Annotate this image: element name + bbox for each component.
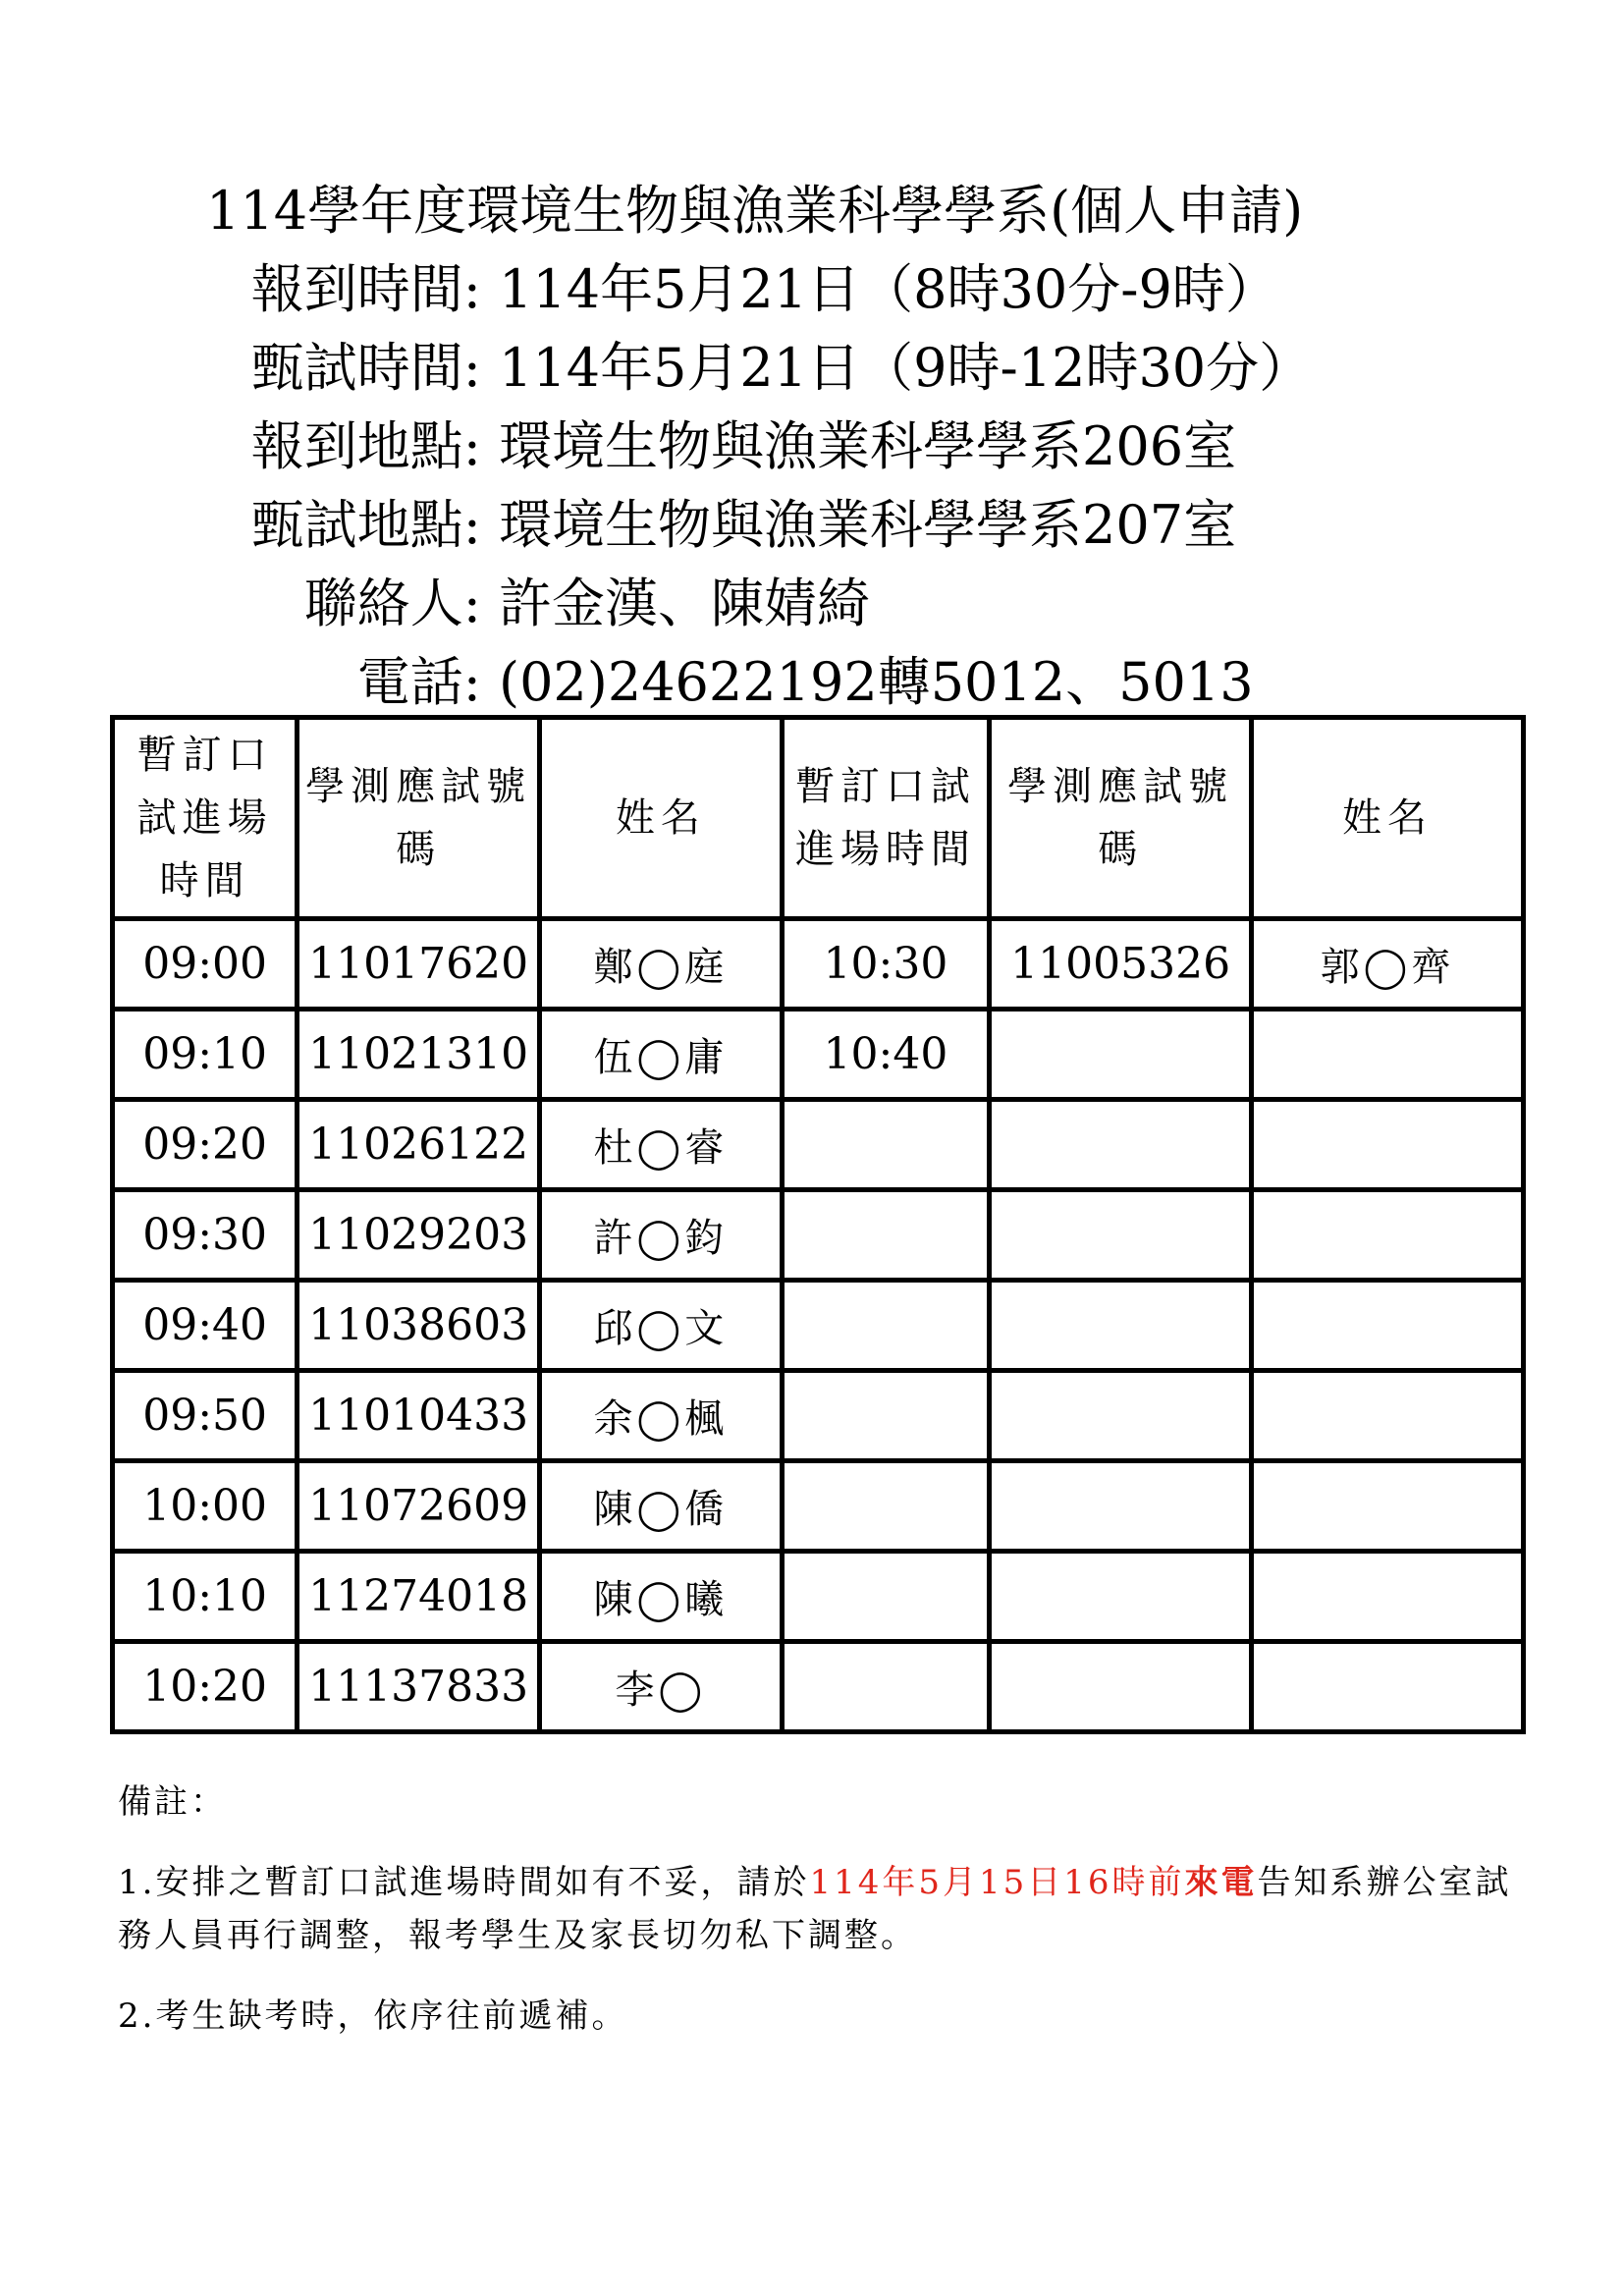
cell-exam-id: 11029203: [298, 1190, 540, 1281]
exam-time-row: [226, 329, 1312, 408]
cell-exam-id: 11274018: [298, 1552, 540, 1642]
cell-time: 10:20: [113, 1642, 298, 1732]
cell-time: 09:10: [113, 1010, 298, 1100]
cell-time-2: [782, 1190, 989, 1281]
note-1-text-end: 告知系辦公室試務人員再行調整，報考學生及家長切勿私下調整。: [118, 1863, 1512, 1955]
cell-time: 09:00: [113, 919, 298, 1010]
exam-time-label: 甄試時間:: [250, 337, 481, 399]
cell-exam-id-2: [990, 1642, 1252, 1732]
check-in-location-row: [226, 408, 1236, 486]
table-row: [113, 1281, 1524, 1371]
cell-time-2: 10:30: [782, 919, 989, 1010]
page-title: 114學年度環境生物與漁業科學學系(個人申請): [206, 180, 1304, 242]
exam-location-row: [226, 486, 1236, 565]
cell-name-2: [1252, 1281, 1524, 1371]
cell-time-2: [782, 1281, 989, 1371]
header-exam-id: 學測應試號碼: [298, 718, 540, 919]
cell-exam-id-2: 11005326: [990, 919, 1252, 1010]
cell-exam-id-2: [990, 1100, 1252, 1190]
cell-exam-id: 11021310: [298, 1010, 540, 1100]
check-in-location-label: 報到地點:: [250, 415, 481, 477]
cell-exam-id: 11010433: [298, 1371, 540, 1461]
cell-time-2: [782, 1642, 989, 1732]
header-exam-id-2: 學測應試號碼: [990, 718, 1252, 919]
cell-time: 10:10: [113, 1552, 298, 1642]
cell-name-2: 郭◯齊: [1252, 919, 1524, 1010]
cell-name: 余◯楓: [540, 1371, 783, 1461]
note-1: [118, 1856, 1522, 1962]
notes-title: 備註：: [118, 1782, 227, 1822]
header-name-2: 姓名: [1252, 718, 1524, 919]
table-row: [113, 1642, 1524, 1732]
header-name: 姓名: [540, 718, 783, 919]
cell-name: 伍◯庸: [540, 1010, 783, 1100]
cell-name-2: [1252, 1371, 1524, 1461]
cell-exam-id: 11072609: [298, 1461, 540, 1552]
cell-exam-id: 11026122: [298, 1100, 540, 1190]
cell-name: 李◯: [540, 1642, 783, 1732]
contact-value: 許金漢、陳婧綺: [499, 573, 870, 634]
cell-name-2: [1252, 1010, 1524, 1100]
table-header-row: [113, 718, 1524, 919]
table-row: [113, 1461, 1524, 1552]
header-time-2: 暫訂口試進場時間: [782, 718, 989, 919]
cell-time-2: [782, 1552, 989, 1642]
cell-name: 鄭◯庭: [540, 919, 783, 1010]
notes: [118, 1776, 1522, 2043]
cell-name-2: [1252, 1642, 1524, 1732]
cell-name-2: [1252, 1190, 1524, 1281]
cell-name: 杜◯睿: [540, 1100, 783, 1190]
phone-label: 電話:: [356, 651, 481, 713]
phone-row: [226, 643, 1254, 722]
cell-name: 陳◯僑: [540, 1461, 783, 1552]
exam-location-value: 環境生物與漁業科學學系207室: [499, 494, 1237, 556]
table-row: [113, 1100, 1524, 1190]
phone-value: (02)24622192轉5012、5013: [499, 651, 1254, 713]
table-row: [113, 1010, 1524, 1100]
cell-exam-id-2: [990, 1552, 1252, 1642]
note-1-call: 來電: [1184, 1863, 1258, 1902]
cell-exam-id-2: [990, 1010, 1252, 1100]
cell-name-2: [1252, 1100, 1524, 1190]
check-in-time-label: 報到時間:: [250, 258, 481, 320]
cell-exam-id: 11038603: [298, 1281, 540, 1371]
cell-time-2: [782, 1371, 989, 1461]
table-row: [113, 1552, 1524, 1642]
check-in-location-value: 環境生物與漁業科學學系206室: [499, 415, 1237, 477]
cell-time: 09:50: [113, 1371, 298, 1461]
note-2: 2.考生缺考時，依序往前遞補。: [118, 1996, 628, 2036]
check-in-time-row: [226, 250, 1278, 329]
cell-name-2: [1252, 1552, 1524, 1642]
table-row: [113, 919, 1524, 1010]
cell-exam-id: 11017620: [298, 919, 540, 1010]
header-time: 暫訂口試進場時間: [113, 718, 298, 919]
cell-exam-id-2: [990, 1190, 1252, 1281]
cell-name: 邱◯文: [540, 1281, 783, 1371]
exam-location-label: 甄試地點:: [250, 494, 481, 556]
table-row: [113, 1190, 1524, 1281]
cell-time-2: 10:40: [782, 1010, 989, 1100]
contact-row: [226, 565, 870, 643]
cell-time-2: [782, 1100, 989, 1190]
cell-exam-id-2: [990, 1281, 1252, 1371]
exam-time-value: 114年5月21日（9時-12時30分）: [499, 337, 1313, 399]
cell-time: 09:40: [113, 1281, 298, 1371]
cell-name: 許◯鈞: [540, 1190, 783, 1281]
cell-exam-id: 11137833: [298, 1642, 540, 1732]
cell-name: 陳◯曦: [540, 1552, 783, 1642]
note-1-deadline: 114年5月15日16時前: [809, 1863, 1185, 1902]
cell-time: 10:00: [113, 1461, 298, 1552]
table-row: [113, 1371, 1524, 1461]
check-in-time-value: 114年5月21日（8時30分-9時）: [499, 258, 1278, 320]
cell-time: 09:20: [113, 1100, 298, 1190]
cell-name-2: [1252, 1461, 1524, 1552]
note-1-text: 1.安排之暫訂口試進場時間如有不妥，請於: [118, 1863, 810, 1902]
contact-label: 聯絡人:: [303, 573, 481, 634]
interview-schedule-table: [110, 715, 1526, 1734]
cell-time: 09:30: [113, 1190, 298, 1281]
cell-exam-id-2: [990, 1461, 1252, 1552]
cell-time-2: [782, 1461, 989, 1552]
cell-exam-id-2: [990, 1371, 1252, 1461]
